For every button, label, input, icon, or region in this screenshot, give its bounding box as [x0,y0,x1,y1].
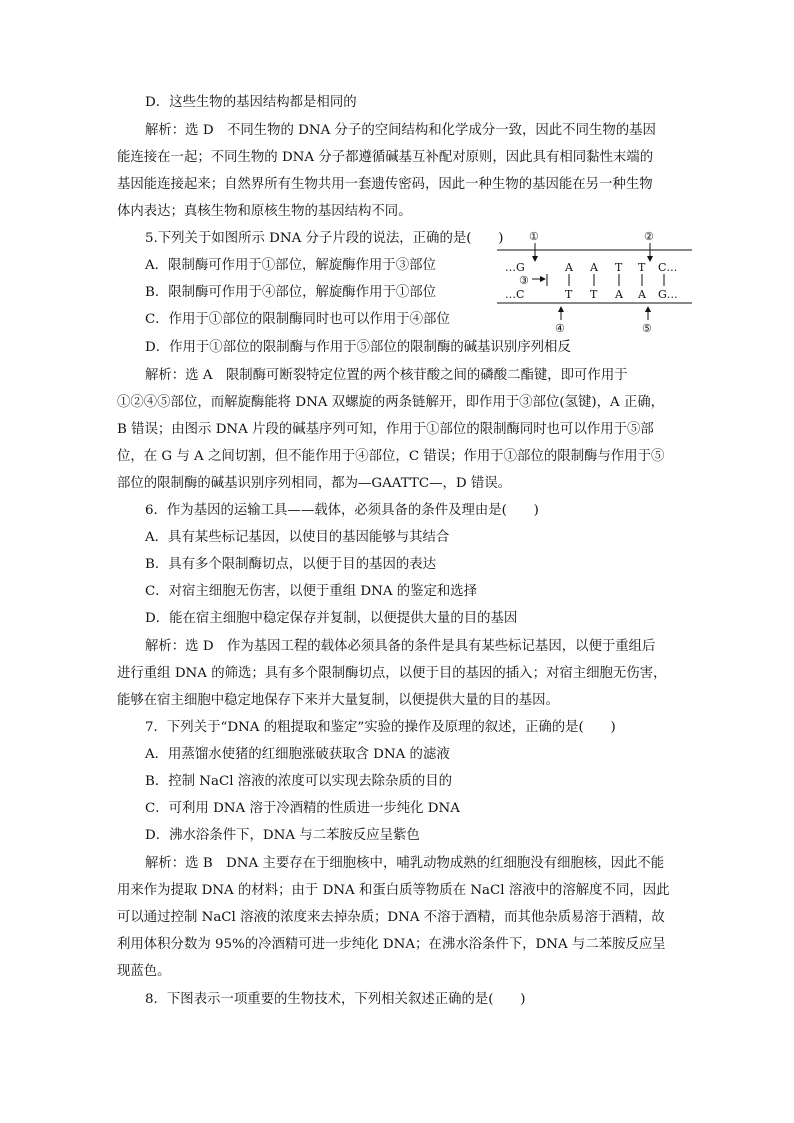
option-a-q6: A．具有某些标记基因，以使目的基因能够与其结合 [145,530,450,545]
analysis-q7: 可以通过控制 NaCl 溶液的浓度来去掉杂质；DNA 不溶于酒精，而其他杂质易溶于酒精，故 [117,910,665,925]
bottom-base: A [638,288,646,301]
top-base: …G [505,261,525,274]
site-3-arrowhead [540,276,546,282]
analysis-q6: 进行重组 DNA 的筛选；具有多个限制酶切点，以便于目的基因的插入；对宿主细胞无伤害， [117,666,667,681]
bottom-base: T [565,288,573,301]
bottom-base: T [590,288,598,301]
question-7-stem: 7．下列关于“DNA 的粗提取和鉴定”实验的操作及原理的叙述，正确的是( ) [145,720,616,735]
option-d-q7: D．沸水浴条件下，DNA 与二苯胺反应呈紫色 [145,828,420,843]
analysis-q7: 用来作为提取 DNA 的材料；由于 DNA 和蛋白质等物质在 NaCl 溶液中的溶解度不同，因此 [117,883,670,898]
analysis-q4: 体内表达；真核生物和原核生物的基因结构不同。 [117,204,412,219]
question-6-stem: 6．作为基因的运输工具——载体，必须具备的条件及理由是( ) [145,503,539,518]
option-b-q7: B．控制 NaCl 溶液的浓度可以实现去除杂质的目的 [145,774,453,789]
analysis-q4: 解析：选 D 不同生物的 DNA 分子的空间结构和化学成分一致，因此不同生物的基因 [145,123,656,138]
analysis-q5: 部位的限制酶的碱基识别序列相同，都为—GAATTC—，D 错误。 [117,476,512,491]
top-base: C… [658,261,678,274]
top-base: T [638,261,646,274]
analysis-q7: 解析：选 B DNA 主要存在于细胞核中，哺乳动物成熟的红细胞没有细胞核，因此不能 [145,856,665,871]
top-base: A [565,261,573,274]
analysis-q4: 基因能连接起来；自然界所有生物共用一套遗传密码，因此一种生物的基因能在另一种生物 [117,177,653,192]
analysis-q6: 解析：选 D 作为基因工程的载体必须具备的条件是具有某些标记基因，以便于重组后 [145,639,656,654]
option-a-q7: A．用蒸馏水使猪的红细胞涨破获取含 DNA 的滤液 [145,747,450,762]
site-4-label: ④ [555,322,565,334]
option-b-q6: B．具有多个限制酶切点，以便于目的基因的表达 [145,557,437,572]
site-2-arrowhead [647,256,653,262]
option-d-q4: D．这些生物的基因结构都是相同的 [145,95,357,110]
bottom-base: A [615,288,623,301]
question-5-stem: 5.下列关于如图所示 DNA 分子片段的说法，正确的是( ) [145,231,504,246]
site-1-label: ① [529,230,539,243]
bottom-base: …C [505,288,525,301]
top-base: T [615,261,623,274]
site-5-arrowhead [645,306,651,312]
analysis-q5: 解析：选 A 限制酶可断裂特定位置的两个核苷酸之间的磷酸二酯键，即可作用于 [145,368,628,383]
option-d-q5: D．作用于①部位的限制酶与作用于⑤部位的限制酶的碱基识别序列相反 [145,340,571,355]
site-1-arrowhead [532,256,538,262]
option-d-q6: D．能在宿主细胞中稳定保存并复制，以便提供大量的目的基因 [145,611,518,626]
top-base: A [590,261,598,274]
option-c-q7: C．可利用 DNA 溶于冷酒精的性质进一步纯化 DNA [145,801,460,816]
question-8-stem: 8．下图表示一项重要的生物技术，下列相关叙述正确的是( ) [145,992,526,1007]
analysis-q4: 能连接在一起；不同生物的 DNA 分子都遵循碱基互补配对原则，因此具有相同黏性末端的 [117,150,654,165]
option-c-q6: C．对宿主细胞无伤害，以便于重组 DNA 的鉴定和选择 [145,584,478,599]
analysis-q5: ①②④⑤部位，而解旋酶能将 DNA 双螺旋的两条链解开，即作用于③部位(氢键)，A 正确， [117,395,665,410]
site-4-arrowhead [558,306,564,312]
bottom-base: G… [658,288,678,301]
site-3-label: ③ [519,274,529,287]
analysis-q6: 能够在宿主细胞中稳定地保存下来并大量复制，以便提供大量的目的基因。 [117,693,559,708]
analysis-q7: 现蓝色。 [117,964,171,979]
analysis-q7: 利用体积分数为 95%的冷酒精可进一步纯化 DNA；在沸水浴条件下，DNA 与二苯胺反应呈 [117,937,666,952]
option-a-q5: A．限制酶可作用于①部位，解旋酶作用于③部位 [145,258,436,273]
analysis-q5: B 错误；由图示 DNA 片段的碱基序列可知，作用于①部位的限制酶同时也可以作用于⑤部 [117,422,654,437]
option-b-q5: B．限制酶可作用于④部位，解旋酶作用于①部位 [145,285,437,300]
analysis-q5: 位，在 G 与 A 之间切割，但不能作用于④部位，C 错误；作用于①部位的限制酶与作用于⑤ [117,449,665,464]
site-5-label: ⑤ [642,322,652,334]
site-2-label: ② [644,230,654,243]
option-c-q5: C．作用于①部位的限制酶同时也可以作用于④部位 [145,312,450,327]
dna-fragment-figure [497,226,692,334]
